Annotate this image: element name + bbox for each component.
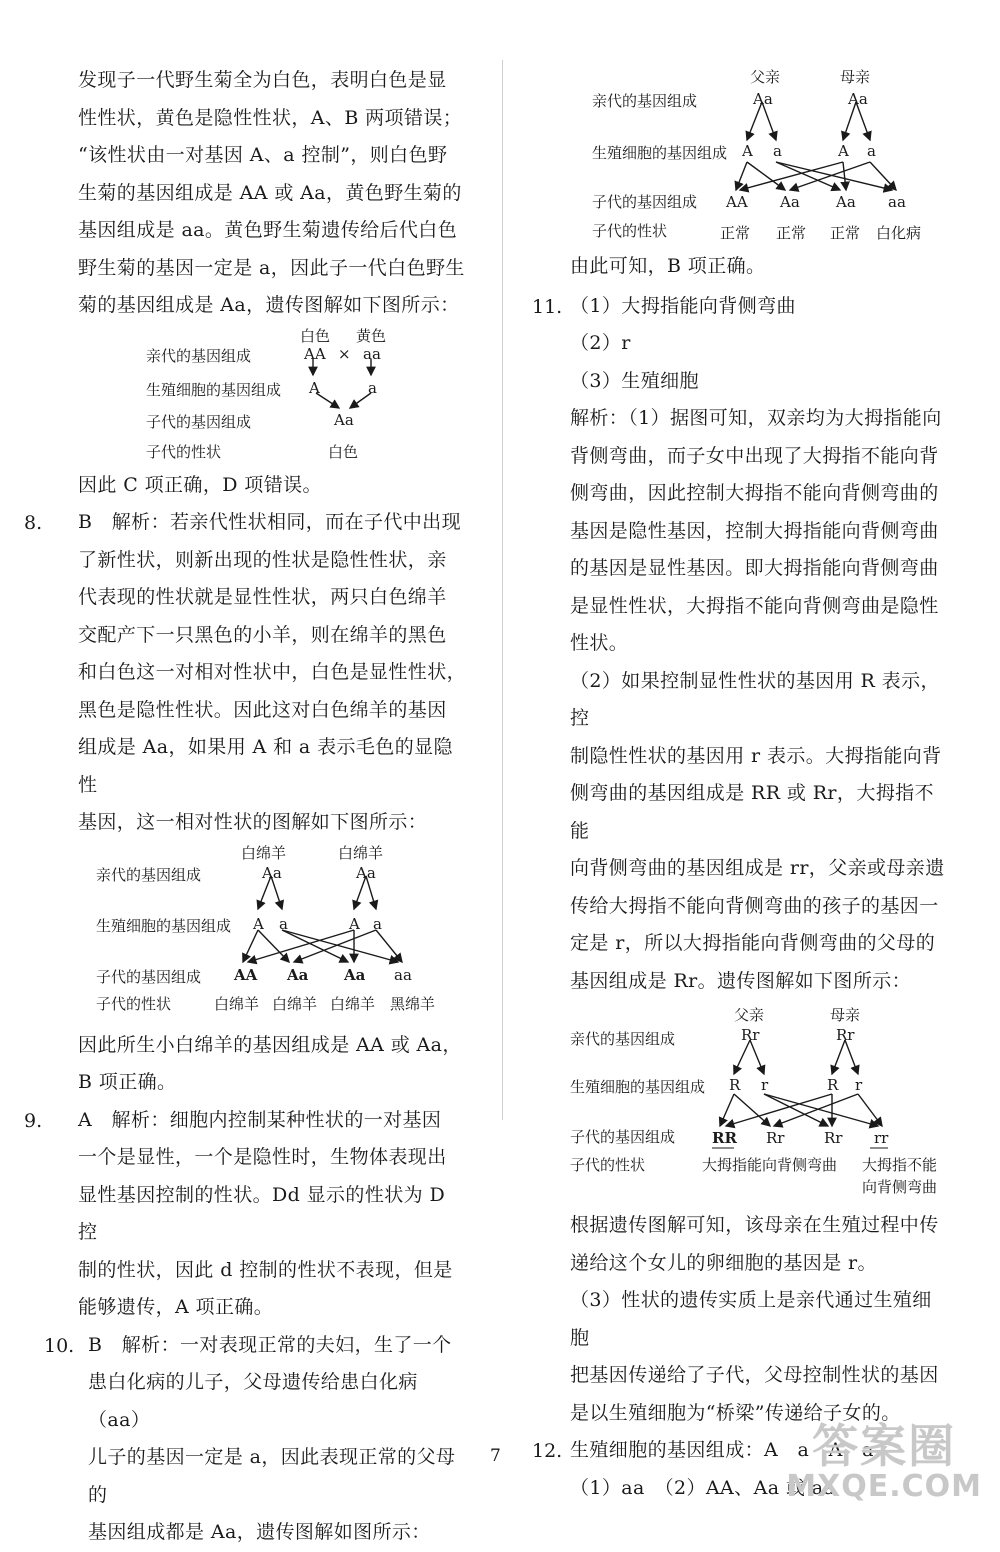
genotype: Aa	[753, 90, 773, 108]
text-line: 定是 r，所以大拇指能向背侧弯曲的父母的	[570, 932, 936, 954]
text-line: 基因组成是 aa。黄色野生菊遗传给后代白色	[78, 219, 458, 241]
header-mother: 母亲	[830, 1006, 861, 1024]
offspring-genotype: AA	[234, 965, 258, 984]
watermark-url: MXQE.COM	[786, 1469, 982, 1504]
offspring-genotype: Aa	[780, 193, 800, 211]
offspring-trait: 白绵羊	[272, 994, 318, 1013]
offspring-trait: 黑绵羊	[390, 994, 436, 1013]
text-line: 交配产下一只黑色的小羊，则在绵羊的黑色	[78, 623, 447, 646]
answer-part-1: 生殖细胞的基因组成：A a A a	[570, 1439, 874, 1461]
gamete: A	[838, 142, 849, 160]
text-line: 发现子一代野生菊全为白色，表明白色是显	[78, 69, 447, 91]
text-line: B 项正确。	[78, 1071, 177, 1093]
offspring-trait: 向背侧弯曲	[862, 1178, 938, 1196]
text-line: 传给大拇指不能向背侧弯曲的孩子的基因一	[570, 894, 939, 917]
offspring-trait: 白化病	[876, 224, 922, 242]
gamete: A	[309, 378, 320, 397]
offspring-genotype: RR	[712, 1129, 737, 1147]
text-line: （2）如果控制显性性状的基因用 R 表示，控	[570, 669, 940, 729]
gamete: A	[253, 914, 264, 933]
answer-11	[532, 288, 950, 1001]
text-line: 背侧弯曲，而子女中出现了大拇指不能向背	[570, 444, 939, 467]
text-line: 能够遗传，A 项正确。	[78, 1296, 274, 1318]
header-father: 父亲	[734, 1006, 765, 1024]
text-line: B 解析：一对表现正常的夫妇，生了一个	[88, 1333, 452, 1356]
header-father: 父亲	[750, 68, 781, 86]
question-number: 10.	[44, 1334, 75, 1357]
text-line: 侧弯曲，因此控制大拇指不能向背侧弯曲的	[570, 482, 939, 504]
watermark-text: 答案圈	[812, 1419, 957, 1473]
genetic-diagram-albinism	[540, 62, 950, 252]
genotype: aa	[363, 344, 381, 363]
row-label-offspring-trait: 子代的性状	[592, 222, 668, 240]
text-line: 因此 C 项正确，D 项错误。	[78, 473, 322, 496]
answer-8	[24, 504, 470, 842]
gamete: R	[827, 1076, 839, 1094]
text-line: 是显性性状，大拇指不能向背侧弯曲是隐性	[570, 594, 939, 617]
genotype: AA	[304, 344, 326, 363]
offspring-trait: 正常	[830, 224, 861, 242]
genetic-diagram-thumb	[540, 1004, 950, 1219]
text-line: A 解析：细胞内控制某种性状的一对基因	[78, 1108, 442, 1131]
gamete: A	[742, 142, 753, 160]
gamete: a	[373, 914, 382, 933]
offspring-trait: 白绵羊	[214, 994, 260, 1013]
text-line: 患白化病的儿子，父母遗传给患白化病（aa）	[88, 1371, 418, 1431]
text-line: 生菊的基因组成是 AA 或 Aa，黄色野生菊的	[78, 181, 462, 204]
paragraph-11-conclusion	[540, 1207, 950, 1432]
text-line: 一个是显性，一个是隐性时，生物体表现出	[78, 1146, 447, 1168]
text-line: 由此可知，B 项正确。	[570, 255, 766, 277]
text-line: 制的性状，因此 d 控制的性状不表现，但是	[78, 1258, 453, 1281]
row-label-parent-genotype: 亲代的基因组成	[592, 92, 698, 110]
paragraph-intro	[78, 62, 470, 325]
text-line: 显性基因控制的性状。Dd 显示的性状为 D 控	[78, 1183, 446, 1243]
text-line: 菊的基因组成是 Aa，遗传图解如下图所示：	[78, 294, 460, 316]
text-line: 基因组成都是 Aa，遗传图解如图所示：	[88, 1521, 431, 1543]
gamete: A	[349, 914, 360, 933]
row-label-gamete-genotype: 生殖细胞的基因组成	[570, 1078, 706, 1096]
header-white-sheep: 白绵羊	[338, 843, 384, 862]
offspring-genotype: Rr	[766, 1129, 785, 1147]
offspring-genotype: aa	[888, 193, 906, 211]
text-line: 和白色这一对相对性状中，白色是显性性状，	[78, 661, 467, 683]
gamete: a	[773, 142, 782, 160]
header-mother: 母亲	[840, 68, 871, 86]
text-line: 根据遗传图解可知，该母亲在生殖过程中传	[570, 1214, 939, 1236]
text-line: 把基因传递给了子代，父母控制性状的基因	[570, 1364, 939, 1386]
header-white-sheep: 白绵羊	[241, 843, 287, 862]
gamete: a	[279, 914, 288, 933]
question-number: 9.	[24, 1109, 43, 1132]
answer-10	[44, 1327, 470, 1552]
row-label-offspring-trait: 子代的性状	[570, 1156, 646, 1174]
offspring-genotype: Aa	[836, 193, 856, 211]
text-line: B 解析：若亲代性状相同，而在子代中出现	[78, 511, 461, 533]
right-column	[532, 62, 950, 1507]
row-label-offspring-genotype: 子代的基因组成	[96, 967, 202, 986]
genotype: Aa	[848, 90, 868, 108]
text-line: 黑色是隐性性状。因此这对白色绵羊的基因	[78, 698, 447, 721]
row-label-offspring-trait: 子代的性状	[96, 994, 172, 1013]
genetic-diagram-flower	[78, 325, 470, 465]
text-line: 性性状，黄色是隐性性状，A、B 两项错误；	[78, 106, 463, 129]
answer-part-1: （1）大拇指能向背侧弯曲	[570, 294, 796, 317]
genotype: Aa	[262, 863, 282, 882]
paragraph-8-conclusion	[78, 1027, 470, 1102]
answer-part-2: （2）r	[570, 332, 631, 354]
offspring-genotype: Aa	[334, 410, 354, 429]
row-label-gamete-genotype: 生殖细胞的基因组成	[146, 380, 282, 399]
column-divider	[502, 60, 503, 1120]
answer-part-2: （1）aa （2）AA、Aa 或 aa	[570, 1476, 836, 1499]
offspring-genotype: rr	[874, 1129, 889, 1147]
text-line: 野生菊的基因一定是 a，因此子一代白色野生	[78, 256, 465, 279]
text-line: 代表现的性状就是显性性状，两只白色绵羊	[78, 586, 447, 608]
answer-part-3: （3）生殖细胞	[570, 369, 699, 392]
offspring-genotype: Rr	[824, 1129, 843, 1147]
genotype: Rr	[836, 1026, 855, 1044]
row-label-offspring-genotype: 子代的基因组成	[570, 1128, 676, 1146]
row-label-offspring-trait: 子代的性状	[146, 442, 222, 461]
question-number: 12.	[532, 1440, 563, 1462]
text-line: 基因，这一相对性状的图解如下图所示：	[78, 811, 428, 833]
row-label-parent-genotype: 亲代的基因组成	[146, 346, 252, 365]
text-line: 因此所生小白绵羊的基因组成是 AA 或 Aa，	[78, 1033, 462, 1056]
row-label-parent-genotype: 亲代的基因组成	[96, 865, 202, 884]
text-line: 向背侧弯曲的基因组成是 rr，父亲或母亲遗	[570, 857, 945, 879]
text-line: （3）性状的遗传实质上是亲代通过生殖细胞	[570, 1289, 932, 1349]
offspring-genotype: aa	[394, 965, 412, 984]
text-line: “该性状由一对基因 A、a 控制”，则白色野	[78, 144, 448, 166]
offspring-genotype: Aa	[344, 965, 366, 984]
left-column	[24, 62, 470, 1552]
gamete: R	[729, 1076, 741, 1094]
genetic-diagram-sheep	[78, 842, 470, 1027]
text-line: 组成是 Aa，如果用 A 和 a 表示毛色的显隐性	[78, 736, 453, 796]
row-label-gamete-genotype: 生殖细胞的基因组成	[592, 144, 728, 162]
text-line: 基因是隐性基因，控制大拇指能向背侧弯曲	[570, 519, 939, 542]
offspring-trait: 大拇指不能	[862, 1156, 938, 1174]
text-line: 侧弯曲的基因组成是 RR 或 Rr，大拇指不能	[570, 782, 934, 842]
text-line: 的基因是显性基因。即大拇指能向背侧弯曲	[570, 557, 939, 579]
header-yellow: 黄色	[356, 326, 387, 345]
header-white: 白色	[300, 326, 331, 345]
gamete: r	[855, 1076, 863, 1094]
row-label-gamete-genotype: 生殖细胞的基因组成	[96, 916, 232, 935]
text-line: 制隐性性状的基因用 r 表示。大拇指能向背	[570, 744, 942, 767]
offspring-trait: 大拇指能向背侧弯曲	[702, 1156, 838, 1174]
offspring-genotype: Aa	[287, 965, 309, 984]
genotype: Rr	[741, 1026, 760, 1044]
gamete: r	[761, 1076, 769, 1094]
cross-symbol: ×	[338, 344, 351, 363]
text-line: 解析：（1）据图可知，双亲均为大拇指能向	[570, 407, 942, 429]
text-line: 儿子的基因一定是 a，因此表现正常的父母的	[88, 1446, 456, 1506]
genotype: Aa	[356, 863, 376, 882]
offspring-trait: 正常	[720, 224, 751, 242]
offspring-trait: 正常	[776, 224, 807, 242]
row-label-offspring-genotype: 子代的基因组成	[146, 412, 252, 431]
offspring-genotype: AA	[726, 193, 748, 211]
answer-9	[24, 1102, 470, 1327]
watermark-logo	[786, 1421, 982, 1503]
text-line: 了新性状，则新出现的性状是隐性性状，亲	[78, 548, 447, 571]
text-line: 基因组成是 Rr。遗传图解如下图所示：	[570, 969, 912, 992]
offspring-trait: 白色	[328, 442, 359, 461]
text-line: 是以生殖细胞为“桥梁”传递给子女的。	[570, 1401, 901, 1424]
row-label-parent-genotype: 亲代的基因组成	[570, 1030, 676, 1048]
offspring-trait: 白绵羊	[330, 994, 376, 1013]
question-number: 11.	[532, 295, 563, 318]
question-number: 8.	[24, 512, 43, 534]
row-label-offspring-genotype: 子代的基因组成	[592, 193, 698, 211]
page-number: 7	[490, 1446, 501, 1466]
gamete: a	[368, 378, 377, 397]
gamete: a	[867, 142, 876, 160]
text-line: 递给这个女儿的卵细胞的基因是 r。	[570, 1251, 877, 1274]
text-line: 性状。	[570, 632, 629, 654]
